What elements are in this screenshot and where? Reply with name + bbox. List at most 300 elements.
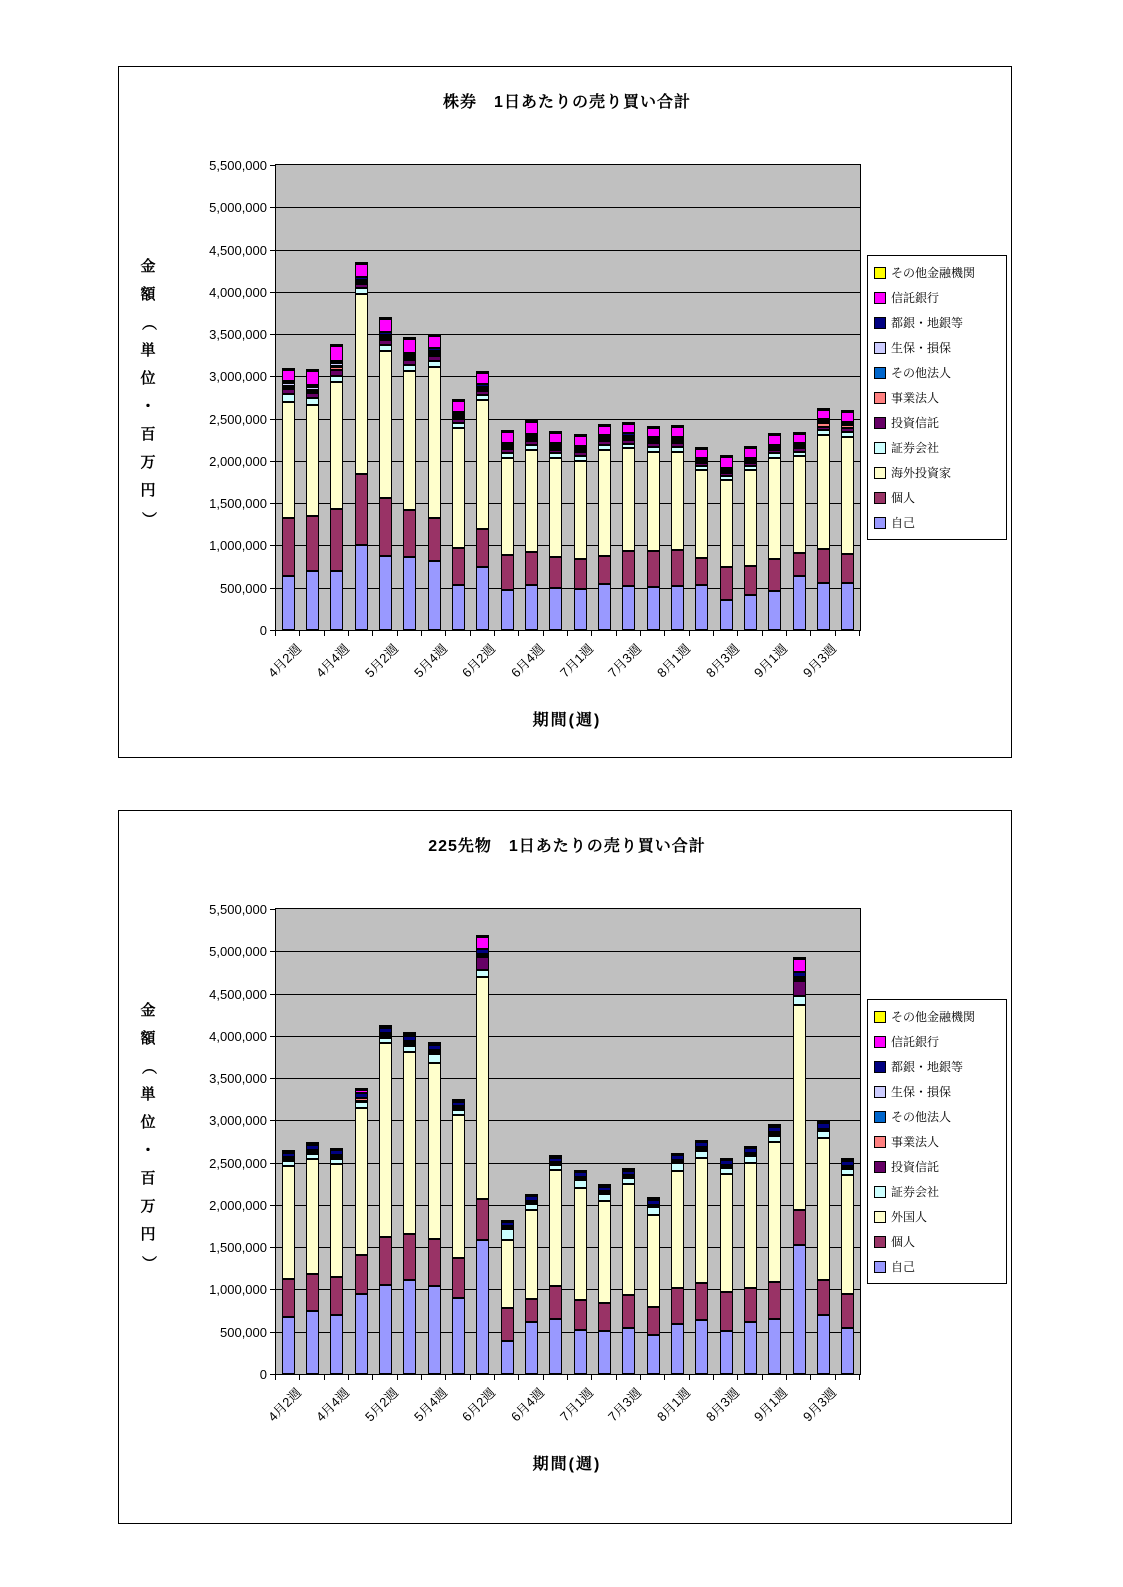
legend-item-生保・損保 (871, 335, 1003, 360)
x-category-label: 8月1週 (654, 1385, 694, 1425)
bar-segment-都銀・地銀等 (428, 1045, 441, 1050)
bar-segment-その他金融機関 (452, 399, 465, 401)
bar-segment-証券会社 (452, 1110, 465, 1115)
x-category-label: 8月1週 (654, 641, 694, 681)
x-axis-tick (640, 631, 641, 636)
legend-label: 証券会社 (891, 1185, 940, 1199)
bar-segment-信託銀行 (501, 432, 514, 443)
bar-segment-投資信託 (428, 356, 441, 361)
x-category-label: 5月4週 (410, 1385, 450, 1425)
bar-segment-自己 (306, 1311, 319, 1374)
y-axis-tick-label: 1,000,000 (209, 538, 267, 554)
bar-segment-自己 (403, 557, 416, 630)
bar-segment-海外投資家 (574, 461, 587, 559)
x-axis-title: 期間(週) (532, 712, 602, 729)
y-axis-title (136, 253, 160, 533)
bar-segment-証券会社 (330, 376, 343, 383)
bar-segment-都銀・地銀等 (768, 1127, 781, 1132)
bar-segment-個人 (306, 516, 319, 571)
bar-segment-海外投資家 (598, 450, 611, 556)
bar-segment-外国人 (768, 1142, 781, 1282)
bar-segment-証券会社 (428, 361, 441, 367)
bar-segment-海外投資家 (379, 351, 392, 498)
bar-segment-生保・損保 (428, 351, 441, 353)
y-axis-title-char: ・ (140, 1142, 156, 1159)
bar-segment-事業法人 (330, 367, 343, 370)
bar-segment-個人 (598, 1303, 611, 1331)
bar-segment-信託銀行 (282, 370, 295, 381)
bar-segment-その他金融機関 (574, 1170, 587, 1172)
legend (867, 999, 1007, 1284)
bar-segment-自己 (549, 588, 562, 630)
bar-segment-個人 (744, 566, 757, 596)
bar-segment-都銀・地銀等 (817, 419, 830, 421)
x-category-label: 6月4週 (508, 1385, 548, 1425)
bar-segment-個人 (452, 548, 465, 585)
x-category-label: 6月4週 (508, 641, 548, 681)
bar-segment-都銀・地銀等 (793, 443, 806, 445)
bar-segment-都銀・地銀等 (379, 332, 392, 335)
bar-segment-投資信託 (671, 443, 684, 447)
bar-segment-自己 (501, 1341, 514, 1374)
bar-segment-その他金融機関 (768, 433, 781, 435)
bar-segment-その他金融機関 (330, 344, 343, 346)
x-category-label: 8月3週 (702, 1385, 742, 1425)
y-axis-tick (270, 1247, 275, 1248)
legend-label: 事業法人 (891, 1135, 940, 1149)
legend-item-その他金融機関 (871, 1004, 1003, 1029)
bar-segment-個人 (744, 1288, 757, 1322)
bar-segment-事業法人 (428, 354, 441, 356)
y-axis-title (136, 997, 160, 1277)
legend-label: 信託銀行 (891, 1035, 940, 1049)
bar-segment-都銀・地銀等 (379, 1028, 392, 1033)
bar-segment-都銀・地銀等 (647, 437, 660, 439)
y-axis-tick (270, 461, 275, 462)
bar-segment-その他金融機関 (647, 1197, 660, 1199)
x-axis-tick (713, 631, 714, 636)
legend-swatch-icon (874, 1036, 886, 1048)
x-axis-tick (859, 1375, 860, 1380)
bar-segment-個人 (671, 1288, 684, 1324)
bar-segment-その他金融機関 (841, 410, 854, 412)
bar-segment-自己 (428, 1286, 441, 1374)
y-axis-tick (270, 1332, 275, 1333)
legend-swatch-icon (874, 1236, 886, 1248)
x-axis-tick (616, 1375, 617, 1380)
bar-segment-自己 (720, 1331, 733, 1374)
legend (867, 255, 1007, 540)
bar-segment-個人 (817, 1280, 830, 1315)
bar-segment-投資信託 (647, 443, 660, 447)
bar-segment-証券会社 (671, 447, 684, 452)
x-axis-tick (543, 631, 544, 636)
y-axis-tick (270, 292, 275, 293)
bar-segment-個人 (379, 498, 392, 556)
y-axis-title-char: ） (140, 1255, 157, 1271)
bar-segment-事業法人 (476, 389, 489, 391)
bar-segment-自己 (647, 1335, 660, 1374)
x-axis-tick (689, 631, 690, 636)
x-axis-tick (348, 631, 349, 636)
bar-segment-個人 (355, 1255, 368, 1293)
legend-item-都銀・地銀等 (871, 1054, 1003, 1079)
bar-segment-個人 (306, 1274, 319, 1312)
x-axis-tick (810, 631, 811, 636)
bar-segment-信託銀行 (695, 449, 708, 458)
bar-segment-個人 (428, 518, 441, 560)
bar-segment-自己 (355, 1294, 368, 1374)
bar-segment-投資信託 (793, 981, 806, 996)
y-axis-tick-label: 5,500,000 (209, 158, 267, 173)
bar-segment-個人 (720, 1292, 733, 1331)
bar-segment-自己 (695, 585, 708, 630)
legend-swatch-icon (874, 292, 886, 304)
bar-segment-都銀・地銀等 (598, 435, 611, 437)
bar-segment-都銀・地銀等 (695, 1142, 708, 1147)
bar-segment-その他金融機関 (720, 1158, 733, 1160)
bar-segment-証券会社 (476, 970, 489, 977)
y-axis-tick (270, 1205, 275, 1206)
bar-segment-その他金融機関 (647, 426, 660, 428)
bar-segment-証券会社 (695, 466, 708, 470)
y-axis-tick (270, 334, 275, 335)
bar-segment-外国人 (720, 1174, 733, 1292)
bar-segment-生保・損保 (403, 355, 416, 357)
legend-swatch-icon (874, 1136, 886, 1148)
legend-item-都銀・地銀等 (871, 310, 1003, 335)
bar-segment-自己 (476, 1240, 489, 1374)
bar-segment-海外投資家 (282, 402, 295, 518)
bar-segment-その他金融機関 (671, 425, 684, 427)
y-axis-tick (270, 1078, 275, 1079)
x-category-label: 4月4週 (313, 641, 353, 681)
bar-segment-証券会社 (598, 445, 611, 450)
bar-segment-その他金融機関 (476, 371, 489, 373)
bar-segment-自己 (768, 1319, 781, 1374)
legend-label: その他法人 (891, 1110, 952, 1124)
bar-segment-証券会社 (330, 1159, 343, 1164)
bar-segment-海外投資家 (768, 458, 781, 559)
bar-segment-都銀・地銀等 (355, 1093, 368, 1098)
bar-segment-証券会社 (574, 1180, 587, 1188)
bar-segment-個人 (671, 550, 684, 586)
y-axis-tick-label: 2,500,000 (209, 1155, 267, 1171)
legend-label: 生保・損保 (891, 1085, 952, 1099)
bar-segment-自己 (501, 590, 514, 630)
bar-segment-投資信託 (598, 441, 611, 445)
bar-segment-事業法人 (379, 1034, 392, 1036)
legend-item-生保・損保 (871, 1079, 1003, 1104)
bar-segment-外国人 (428, 1063, 441, 1239)
x-axis-tick (762, 1375, 763, 1380)
bar-segment-自己 (817, 1315, 830, 1374)
bar-segment-外国人 (330, 1164, 343, 1277)
y-axis-tick-label: 0 (259, 623, 267, 638)
bar-segment-外国人 (549, 1170, 562, 1286)
gridline (276, 994, 860, 995)
bar-segment-自己 (476, 567, 489, 630)
plot-area (275, 164, 861, 631)
bar-segment-信託銀行 (817, 410, 830, 420)
legend-item-事業法人 (871, 385, 1003, 410)
bar-segment-投資信託 (744, 463, 757, 466)
bar-segment-証券会社 (622, 1178, 635, 1184)
legend-label: 都銀・地銀等 (891, 1060, 964, 1074)
legend-label: その他金融機関 (891, 1010, 976, 1024)
bar-segment-都銀・地銀等 (330, 361, 343, 364)
bar-segment-証券会社 (695, 1151, 708, 1158)
bar-segment-投資信託 (476, 391, 489, 395)
bar-segment-都銀・地銀等 (525, 1196, 538, 1200)
bar-segment-自己 (330, 1315, 343, 1374)
bar-segment-投資信託 (501, 449, 514, 453)
bar-segment-証券会社 (817, 430, 830, 435)
legend-item-事業法人 (871, 1129, 1003, 1154)
bar-segment-証券会社 (744, 1156, 757, 1163)
bar-segment-海外投資家 (817, 435, 830, 549)
bar-segment-事業法人 (841, 425, 854, 428)
legend-item-投資信託 (871, 1154, 1003, 1179)
y-axis-tick (270, 951, 275, 952)
x-axis-tick (567, 1375, 568, 1380)
legend-swatch-icon (874, 267, 886, 279)
bar-segment-都銀・地銀等 (501, 1222, 514, 1226)
legend-item-その他法人 (871, 360, 1003, 385)
y-axis-tick-label: 2,000,000 (209, 1197, 267, 1213)
bar-segment-都銀・地銀等 (330, 1150, 343, 1155)
y-axis-tick (270, 1120, 275, 1121)
y-axis-tick (270, 1163, 275, 1164)
bar-segment-個人 (622, 1295, 635, 1328)
legend-item-証券会社 (871, 435, 1003, 460)
x-axis-tick (591, 631, 592, 636)
bar-segment-海外投資家 (306, 405, 319, 516)
bar-segment-信託銀行 (403, 1034, 416, 1037)
bar-segment-その他金融機関 (744, 1146, 757, 1148)
bar-segment-自己 (330, 571, 343, 630)
bar-segment-外国人 (452, 1115, 465, 1258)
bar-segment-外国人 (379, 1043, 392, 1237)
bar-segment-個人 (379, 1237, 392, 1285)
legend-item-自己 (871, 1254, 1003, 1279)
y-axis-title-char: 百 (140, 1170, 156, 1187)
bar-segment-その他金融機関 (501, 430, 514, 432)
bar-segment-都銀・地銀等 (501, 443, 514, 445)
bar-segment-証券会社 (549, 453, 562, 458)
y-axis-tick (270, 1036, 275, 1037)
legend-swatch-icon (874, 517, 886, 529)
bar-segment-自己 (549, 1319, 562, 1374)
bar-segment-自己 (452, 1298, 465, 1374)
x-category-label: 4月2週 (264, 641, 304, 681)
bar-segment-自己 (379, 556, 392, 630)
x-axis-tick (299, 1375, 300, 1380)
y-axis-title-char: 円 (140, 1226, 156, 1243)
legend-swatch-icon (874, 1161, 886, 1173)
legend-label: 外国人 (891, 1210, 928, 1224)
bar-segment-信託銀行 (574, 436, 587, 446)
bar-segment-投資信託 (306, 393, 319, 398)
x-axis-tick (664, 631, 665, 636)
bar-segment-その他金融機関 (525, 1194, 538, 1196)
y-axis-tick-label: 5,500,000 (209, 902, 267, 917)
legend-label: 都銀・地銀等 (891, 316, 964, 330)
legend-label: 個人 (891, 491, 916, 505)
bar-segment-投資信託 (768, 450, 781, 453)
y-axis-tick (270, 545, 275, 546)
bar-segment-その他金融機関 (501, 1220, 514, 1222)
bar-segment-その他金融機関 (306, 1142, 319, 1144)
legend-label: その他法人 (891, 366, 952, 380)
x-axis-tick (494, 631, 495, 636)
bar-segment-個人 (695, 1283, 708, 1320)
bar-segment-自己 (744, 595, 757, 630)
bar-segment-信託銀行 (793, 434, 806, 443)
gridline (276, 207, 860, 208)
bar-segment-証券会社 (501, 1229, 514, 1239)
bar-segment-生保・損保 (330, 363, 343, 366)
bar-segment-生保・損保 (306, 387, 319, 390)
bar-segment-証券会社 (793, 452, 806, 456)
bar-segment-都銀・地銀等 (306, 1145, 319, 1150)
bar-segment-証券会社 (525, 445, 538, 450)
legend-swatch-icon (874, 1211, 886, 1223)
bar-segment-都銀・地銀等 (355, 277, 368, 279)
chart-title: 225先物 1日あたりの売り買い合計 (428, 838, 706, 855)
bar-segment-自己 (622, 586, 635, 630)
bar-segment-都銀・地銀等 (574, 1172, 587, 1177)
bar-segment-その他金融機関 (720, 455, 733, 457)
bar-segment-その他金融機関 (817, 408, 830, 410)
bar-segment-証券会社 (403, 365, 416, 371)
legend-item-その他法人 (871, 1104, 1003, 1129)
bar-segment-その他金融機関 (452, 1099, 465, 1101)
bar-segment-個人 (574, 1300, 587, 1330)
bar-segment-個人 (598, 556, 611, 584)
bar-segment-その他金融機関 (841, 1158, 854, 1160)
y-axis-title-char: （ (140, 1059, 157, 1075)
bar-segment-証券会社 (355, 288, 368, 293)
bar-segment-投資信託 (403, 360, 416, 365)
legend-swatch-icon (874, 1086, 886, 1098)
legend-swatch-icon (874, 467, 886, 479)
bar-segment-都銀・地銀等 (403, 1036, 416, 1041)
y-axis-title-char: 円 (140, 482, 156, 499)
x-category-label: 4月2週 (264, 1385, 304, 1425)
bar-segment-信託銀行 (549, 433, 562, 444)
bar-segment-個人 (476, 1199, 489, 1240)
legend-item-個人 (871, 1229, 1003, 1254)
bar-segment-自己 (671, 586, 684, 630)
x-axis-tick (786, 1375, 787, 1380)
bar-segment-個人 (817, 549, 830, 582)
legend-item-海外投資家 (871, 460, 1003, 485)
x-axis-tick (543, 1375, 544, 1380)
bar-segment-信託銀行 (793, 959, 806, 973)
bar-segment-その他金融機関 (744, 446, 757, 448)
legend-swatch-icon (874, 1061, 886, 1073)
legend-swatch-icon (874, 442, 886, 454)
legend-item-自己 (871, 510, 1003, 535)
bar-segment-自己 (793, 1245, 806, 1374)
bar-segment-個人 (549, 1286, 562, 1319)
legend-label: 証券会社 (891, 441, 940, 455)
y-axis-tick-label: 500,000 (220, 580, 267, 596)
bar-segment-個人 (841, 1294, 854, 1329)
legend-swatch-icon (874, 392, 886, 404)
bar-segment-その他金融機関 (574, 434, 587, 436)
bar-segment-個人 (452, 1258, 465, 1298)
bar-segment-その他金融機関 (476, 935, 489, 937)
x-axis-tick (689, 1375, 690, 1380)
bar-segment-海外投資家 (476, 400, 489, 529)
bar-segment-自己 (720, 600, 733, 630)
y-axis-tick-label: 3,000,000 (209, 369, 267, 385)
bar-segment-投資信託 (720, 473, 733, 476)
bar-segment-証券会社 (549, 1165, 562, 1170)
legend-swatch-icon (874, 367, 886, 379)
bar-segment-投資信託 (793, 448, 806, 451)
legend-label: 自己 (891, 516, 916, 530)
stock-chart-panel (118, 66, 1012, 758)
bar-segment-証券会社 (282, 1161, 295, 1166)
gridline (276, 250, 860, 251)
bar-segment-都銀・地銀等 (476, 949, 489, 954)
x-axis-tick (275, 631, 276, 636)
y-axis-tick-label: 4,500,000 (209, 986, 267, 1002)
bar-segment-個人 (647, 1307, 660, 1335)
bar-segment-個人 (501, 555, 514, 591)
bar-segment-投資信託 (549, 450, 562, 454)
bar-segment-外国人 (282, 1166, 295, 1279)
bar-segment-個人 (501, 1308, 514, 1341)
bar-segment-信託銀行 (355, 264, 368, 278)
bar-segment-外国人 (695, 1158, 708, 1283)
legend-label: 生保・損保 (891, 341, 952, 355)
bar-segment-海外投資家 (695, 470, 708, 558)
legend-swatch-icon (874, 342, 886, 354)
x-axis-tick (421, 631, 422, 636)
plot-area (275, 908, 861, 1375)
bar-segment-都銀・地銀等 (282, 1153, 295, 1157)
bar-segment-海外投資家 (525, 450, 538, 552)
x-axis-tick (494, 1375, 495, 1380)
bar-segment-投資信託 (452, 419, 465, 423)
bar-segment-個人 (768, 559, 781, 591)
bar-segment-証券会社 (403, 1046, 416, 1053)
bar-segment-事業法人 (306, 391, 319, 393)
bar-segment-その他金融機関 (793, 432, 806, 434)
bar-segment-証券会社 (744, 466, 757, 470)
x-axis-tick (737, 631, 738, 636)
bar-segment-自己 (428, 561, 441, 630)
bar-segment-証券会社 (647, 447, 660, 452)
legend-item-個人 (871, 485, 1003, 510)
bar-segment-個人 (525, 1299, 538, 1321)
bar-segment-海外投資家 (841, 437, 854, 554)
legend-label: 個人 (891, 1235, 916, 1249)
bar-segment-その他金融機関 (428, 334, 441, 336)
bar-segment-自己 (574, 1330, 587, 1374)
bar-segment-その他金融機関 (549, 1155, 562, 1157)
x-axis-tick (835, 1375, 836, 1380)
bar-segment-外国人 (306, 1159, 319, 1274)
x-axis-tick (786, 631, 787, 636)
bar-segment-海外投資家 (403, 371, 416, 510)
bar-segment-信託銀行 (330, 346, 343, 361)
y-axis-tick-label: 5,000,000 (209, 200, 267, 216)
